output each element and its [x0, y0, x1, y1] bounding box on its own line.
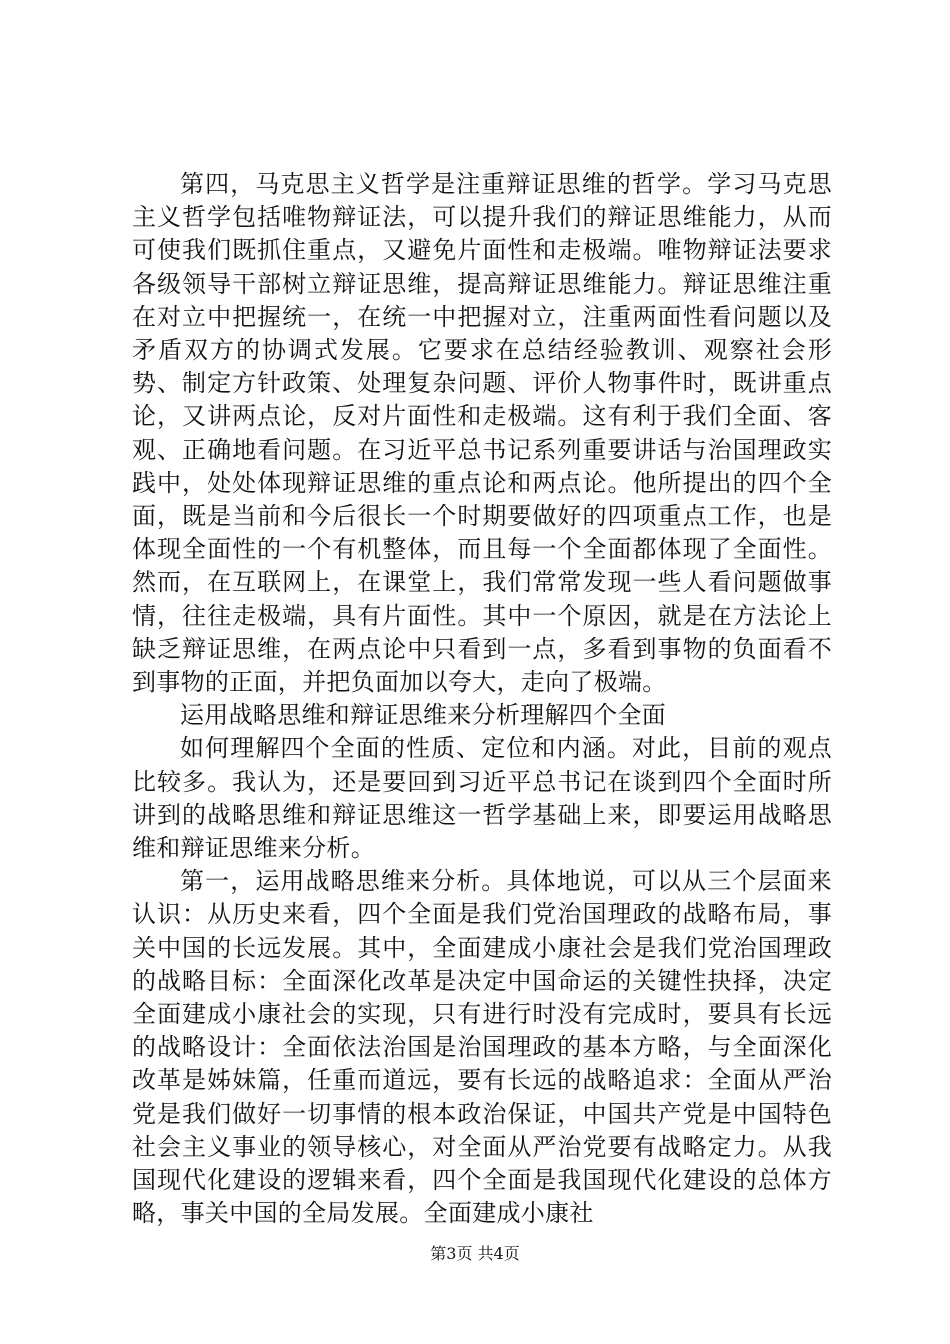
- page-footer: 第3页 共4页: [430, 1244, 520, 1263]
- paragraph-understanding: 如何理解四个全面的性质、定位和内涵。对此，目前的观点比较多。我认为，还是要回到习近平总书记在谈到四个全面时所讲到的战略思维和辩证思维这一哲学基础上来，即要运用战略思维和辩证思维来分析。: [132, 734, 832, 863]
- document-body: [132, 168, 832, 1231]
- paragraph-strategic-thinking: 第一，运用战略思维来分析。具体地说，可以从三个层面来认识：从历史来看，四个全面是我们党治国理政的战略布局，事关中国的长远发展。其中，全面建成小康社会是我们党治国理政的战略目标：全面深化改革是决定中国命运的关键性抉择，决定全面建成小康社会的实现，只有进行时没有完成时，要具有长远的战略设计：全面依法治国是治国理政的基本方略，与全面深化改革是姊妹篇，任重而道远，要有长远的战略追求：全面从严治党是我们做好一切事情的根本政治保证，中国共产党是中国特色社会主义事业的领导核心，对全面从严治党要有战略定力。从我国现代化建设的逻辑来看，四个全面是我国现代化建设的总体方略，事关中国的全局发展。全面建成小康社: [132, 867, 832, 1228]
- paragraph-dialectical-thinking: 第四，马克思主义哲学是注重辩证思维的哲学。学习马克思主义哲学包括唯物辩证法，可以提升我们的辩证思维能力，从而可使我们既抓住重点，又避免片面性和走极端。唯物辩证法要求各级领导干部树立辩证思维，提高辩证思维能力。辩证思维注重在对立中把握统一，在统一中把握对立，注重两面性看问题以及矛盾双方的协调式发展。它要求在总结经验教训、观察社会形势、制定方针政策、处理复杂问题、评价人物事件时，既讲重点论，又讲两点论，反对片面性和走极端。这有利于我们全面、客观、正确地看问题。在习近平总书记系列重要讲话与治国理政实践中，处处体现辩证思维的重点论和两点论。他所提出的四个全面，既是当前和今后很长一个时期要做好的四项重点工作，也是体现全面性的一个有机整体，而且每一个全面都体现了全面性。然而，在互联网上，在课堂上，我们常常发现一些人看问题做事情，往往走极端，具有片面性。其中一个原因，就是在方法论上缺乏辩证思维，在两点论中只看到一点，多看到事物的负面看不到事物的正面，并把负面加以夸大，走向了极端。: [132, 170, 832, 697]
- section-heading: 运用战略思维和辩证思维来分析理解四个全面: [180, 701, 666, 730]
